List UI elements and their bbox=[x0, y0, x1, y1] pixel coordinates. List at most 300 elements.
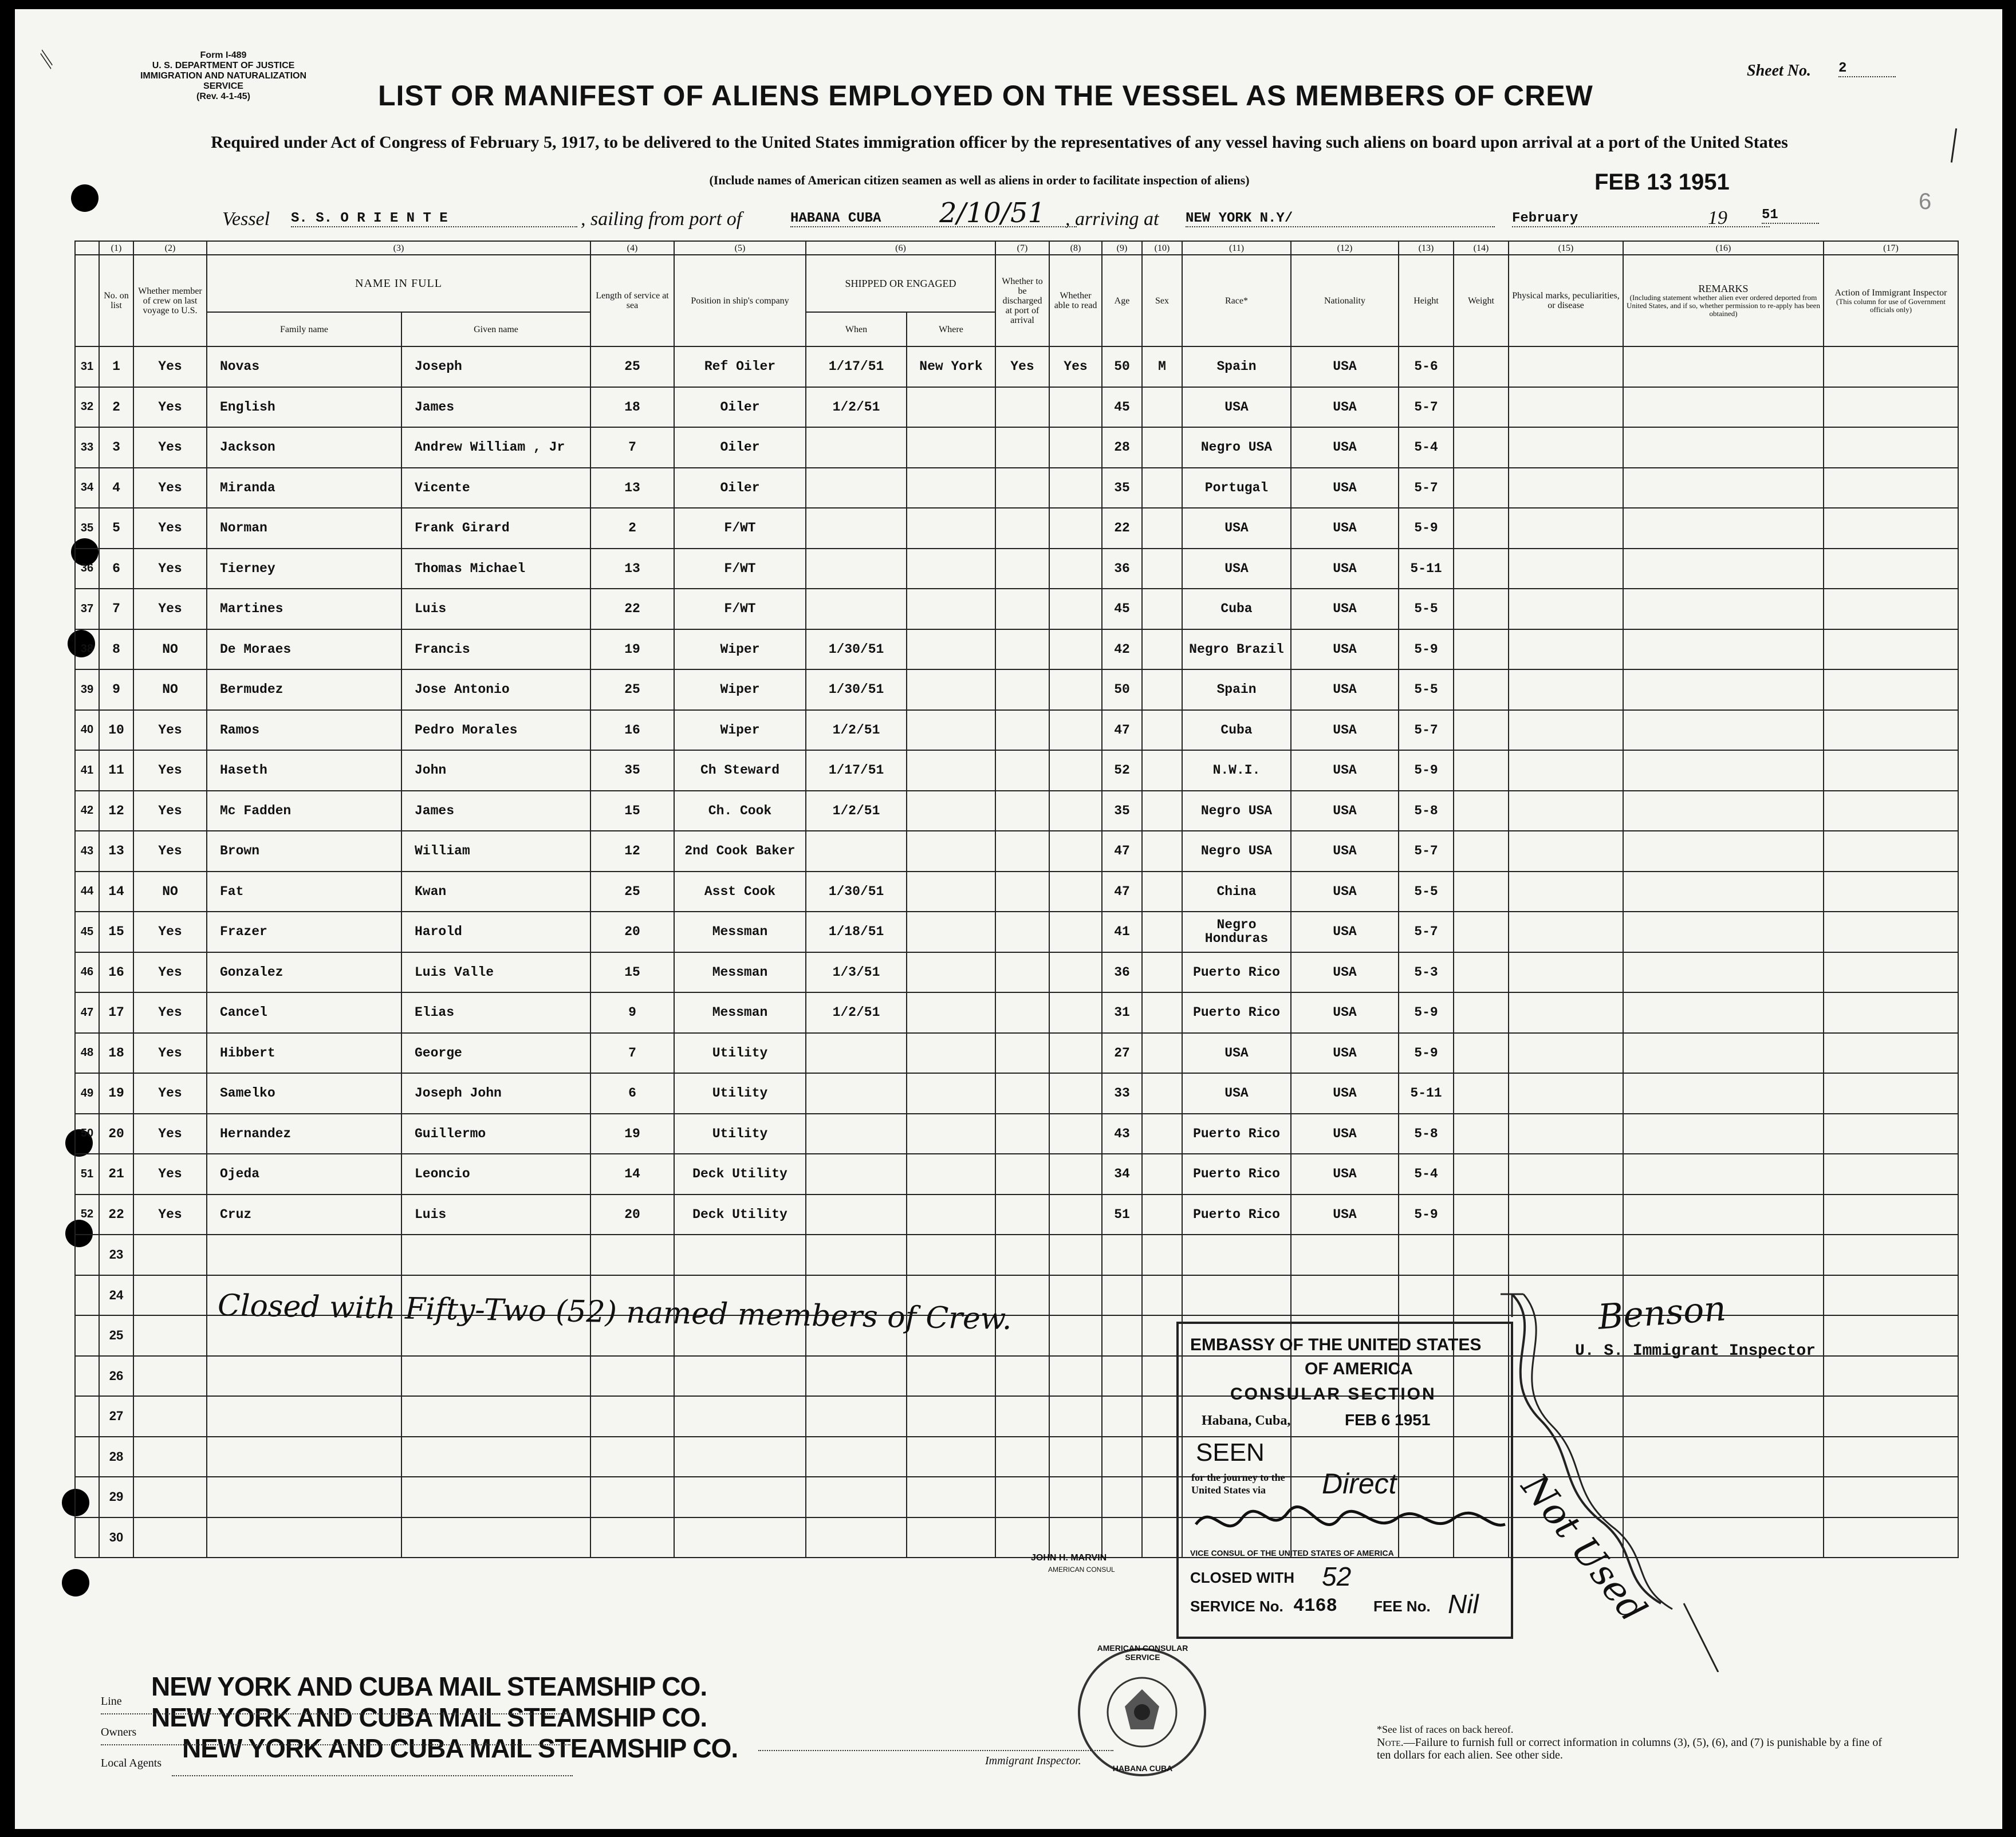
cell-empty bbox=[1623, 549, 1824, 589]
cell-empty bbox=[1049, 1477, 1102, 1517]
cell-race: Puerto Rico bbox=[1182, 952, 1291, 993]
cell-member: Yes bbox=[133, 1154, 207, 1195]
cell-where bbox=[907, 1114, 995, 1154]
cell-empty bbox=[1454, 427, 1509, 468]
cell-empty bbox=[1623, 1235, 1824, 1275]
header-row-1 bbox=[75, 255, 1958, 312]
cell-empty bbox=[1509, 468, 1623, 508]
cell-read bbox=[1049, 831, 1102, 872]
cell-no: 17 bbox=[99, 992, 133, 1033]
closing-note: Closed with Fifty-Two (52) named members of Crew. bbox=[217, 1288, 1013, 1337]
cell-age: 50 bbox=[1102, 346, 1142, 387]
cell-family: Mc Fadden bbox=[207, 791, 401, 831]
cell-no: 2 bbox=[99, 387, 133, 428]
cell-sex bbox=[1142, 629, 1182, 670]
cell-where bbox=[907, 387, 995, 428]
year-prefix: 19 bbox=[1708, 207, 1727, 228]
sailing-label: , sailing from port of bbox=[581, 208, 742, 230]
table-row bbox=[75, 549, 1958, 589]
col-num-1: (1) bbox=[99, 241, 133, 255]
margin-line-number: 43 bbox=[75, 831, 99, 872]
cell-empty bbox=[1049, 1437, 1102, 1477]
cell-when bbox=[806, 549, 907, 589]
cell-empty bbox=[133, 1356, 207, 1397]
cell-empty bbox=[1049, 1275, 1102, 1316]
cell-empty bbox=[1623, 912, 1824, 952]
cell-no: 9 bbox=[99, 669, 133, 710]
cell-position: F/WT bbox=[674, 549, 806, 589]
footer-races-note: *See list of races on back hereof. bbox=[1377, 1724, 1514, 1735]
cell-height: 5-7 bbox=[1399, 387, 1454, 428]
cell-empty bbox=[1399, 1275, 1454, 1316]
cell-length: 6 bbox=[590, 1073, 674, 1114]
cell-family: Fat bbox=[207, 872, 401, 912]
cell-age: 47 bbox=[1102, 831, 1142, 872]
table-row bbox=[75, 1033, 1958, 1074]
cell-empty bbox=[1454, 1154, 1509, 1195]
cell-empty bbox=[1454, 1195, 1509, 1235]
cell-family: Jackson bbox=[207, 427, 401, 468]
cell-age: 43 bbox=[1102, 1114, 1142, 1154]
cell-age: 45 bbox=[1102, 589, 1142, 629]
table-row bbox=[75, 1114, 1958, 1154]
cell-read bbox=[1049, 508, 1102, 549]
cell-nationality: USA bbox=[1291, 468, 1399, 508]
cell-position: Messman bbox=[674, 912, 806, 952]
header-discharged: Whether to be discharged at port of arrival bbox=[995, 255, 1049, 346]
cell-read bbox=[1049, 1073, 1102, 1114]
cell-read bbox=[1049, 427, 1102, 468]
cell-age: 47 bbox=[1102, 872, 1142, 912]
form-revision: (Rev. 4-1-45) bbox=[196, 92, 250, 101]
margin-line-number: 40 bbox=[75, 710, 99, 751]
cell-empty bbox=[1623, 750, 1824, 791]
table-row bbox=[75, 952, 1958, 993]
margin-line-number: 45 bbox=[75, 912, 99, 952]
cell-sex bbox=[1142, 1114, 1182, 1154]
cell-where bbox=[907, 549, 995, 589]
cell-empty bbox=[1824, 1356, 1958, 1397]
cell-given: Luis Valle bbox=[401, 952, 590, 993]
corner-pencil-marks: ∕∕ bbox=[33, 51, 60, 68]
cell-discharged bbox=[995, 912, 1049, 952]
cell-empty bbox=[806, 1396, 907, 1437]
header-sex: Sex bbox=[1142, 255, 1182, 346]
cell-age: 36 bbox=[1102, 952, 1142, 993]
table-row bbox=[75, 427, 1958, 468]
cell-read bbox=[1049, 629, 1102, 670]
margin-line-number: 38 bbox=[75, 629, 99, 670]
margin-line-number: 50 bbox=[75, 1114, 99, 1154]
cell-empty bbox=[1509, 549, 1623, 589]
cell-given: Guillermo bbox=[401, 1114, 590, 1154]
cell-family: Brown bbox=[207, 831, 401, 872]
margin-line-number: 48 bbox=[75, 1033, 99, 1074]
stamp-place: Habana, Cuba, bbox=[1202, 1413, 1291, 1428]
footer-agents-rule bbox=[172, 1775, 573, 1776]
page-title: LIST OR MANIFEST OF ALIENS EMPLOYED ON THE VESSEL AS MEMBERS OF CREW bbox=[378, 80, 1593, 112]
cell-where bbox=[907, 1154, 995, 1195]
cell-empty bbox=[674, 1477, 806, 1517]
footer-agents-value: NEW YORK AND CUBA MAIL STEAMSHIP CO. bbox=[182, 1733, 738, 1763]
cell-race: Negro USA bbox=[1182, 831, 1291, 872]
header-nationality: Nationality bbox=[1291, 255, 1399, 346]
cell-sex bbox=[1142, 589, 1182, 629]
cell-empty bbox=[1049, 1235, 1102, 1275]
cell-sex bbox=[1142, 872, 1182, 912]
cell-empty bbox=[1049, 1315, 1102, 1356]
header-when: When bbox=[806, 312, 907, 346]
cell-where bbox=[907, 750, 995, 791]
cell-empty bbox=[133, 1517, 207, 1558]
cell-family: Hernandez bbox=[207, 1114, 401, 1154]
cell-family: Martines bbox=[207, 589, 401, 629]
table-row bbox=[75, 872, 1958, 912]
cell-given: James bbox=[401, 791, 590, 831]
cell-no: 11 bbox=[99, 750, 133, 791]
table-row bbox=[75, 831, 1958, 872]
cell-empty bbox=[1623, 791, 1824, 831]
cell-empty bbox=[1824, 952, 1958, 993]
cell-length: 14 bbox=[590, 1154, 674, 1195]
sheet-number-value: 2 bbox=[1838, 61, 1896, 77]
cell-family: Bermudez bbox=[207, 669, 401, 710]
table-row bbox=[75, 387, 1958, 428]
department-name: U. S. DEPARTMENT OF JUSTICE bbox=[152, 61, 295, 70]
cell-discharged bbox=[995, 872, 1049, 912]
cell-empty bbox=[401, 1235, 590, 1275]
cell-position: Utility bbox=[674, 1033, 806, 1074]
cell-when: 1/2/51 bbox=[806, 387, 907, 428]
cell-read bbox=[1049, 1195, 1102, 1235]
cell-no: 7 bbox=[99, 589, 133, 629]
cell-empty bbox=[1824, 1315, 1958, 1356]
cell-length: 13 bbox=[590, 468, 674, 508]
sheet-number-label: Sheet No. bbox=[1747, 62, 1811, 80]
col-num-10: (10) bbox=[1142, 241, 1182, 255]
cell-family: Ramos bbox=[207, 710, 401, 751]
header-remarks: REMARKS bbox=[1698, 282, 1749, 294]
cell-length: 16 bbox=[590, 710, 674, 751]
cell-length: 13 bbox=[590, 549, 674, 589]
cell-empty bbox=[133, 1437, 207, 1477]
col-num-2: (2) bbox=[133, 241, 207, 255]
cell-no: 10 bbox=[99, 710, 133, 751]
cell-length: 7 bbox=[590, 1033, 674, 1074]
cell-race: Puerto Rico bbox=[1182, 1114, 1291, 1154]
cell-nationality: USA bbox=[1291, 1033, 1399, 1074]
cell-when bbox=[806, 508, 907, 549]
footer-line-value: NEW YORK AND CUBA MAIL STEAMSHIP CO. bbox=[151, 1672, 707, 1701]
cell-empty bbox=[1049, 1356, 1102, 1397]
consular-seal-icon bbox=[1073, 1643, 1211, 1781]
cell-where bbox=[907, 831, 995, 872]
cell-no: 23 bbox=[99, 1235, 133, 1275]
cell-height: 5-9 bbox=[1399, 629, 1454, 670]
cell-height: 5-9 bbox=[1399, 992, 1454, 1033]
cell-read bbox=[1049, 872, 1102, 912]
cell-empty bbox=[1454, 952, 1509, 993]
cell-discharged bbox=[995, 669, 1049, 710]
cell-length: 18 bbox=[590, 387, 674, 428]
cell-where bbox=[907, 589, 995, 629]
stamp-seen: SEEN bbox=[1196, 1438, 1265, 1467]
table-row bbox=[75, 346, 1958, 387]
cell-empty bbox=[133, 1275, 207, 1316]
cell-given: George bbox=[401, 1033, 590, 1074]
cell-empty bbox=[590, 1235, 674, 1275]
cell-height: 5-7 bbox=[1399, 831, 1454, 872]
col-num-14: (14) bbox=[1454, 241, 1509, 255]
cell-when bbox=[806, 1073, 907, 1114]
cell-length: 9 bbox=[590, 992, 674, 1033]
cell-position: Ch. Cook bbox=[674, 791, 806, 831]
cell-discharged bbox=[995, 589, 1049, 629]
cell-sex bbox=[1142, 1154, 1182, 1195]
cell-empty bbox=[674, 1396, 806, 1437]
cell-age: 35 bbox=[1102, 791, 1142, 831]
cell-height: 5-11 bbox=[1399, 1073, 1454, 1114]
cell-empty bbox=[1509, 750, 1623, 791]
cell-empty bbox=[1509, 629, 1623, 670]
cell-when: 1/2/51 bbox=[806, 992, 907, 1033]
col-num-8: (8) bbox=[1049, 241, 1102, 255]
cell-member: Yes bbox=[133, 508, 207, 549]
cell-empty bbox=[1049, 1396, 1102, 1437]
cell-empty bbox=[674, 1235, 806, 1275]
inspector-signature: Benson bbox=[1596, 1288, 1727, 1338]
cell-empty bbox=[1509, 872, 1623, 912]
cell-position: Asst Cook bbox=[674, 872, 806, 912]
cell-no: 30 bbox=[99, 1517, 133, 1558]
cell-member: Yes bbox=[133, 912, 207, 952]
table-row bbox=[75, 750, 1958, 791]
cell-empty bbox=[1824, 669, 1958, 710]
cell-age: 35 bbox=[1102, 468, 1142, 508]
cell-position: Wiper bbox=[674, 710, 806, 751]
cell-position: Oiler bbox=[674, 427, 806, 468]
cell-empty bbox=[1509, 710, 1623, 751]
cell-empty bbox=[1454, 1073, 1509, 1114]
margin-line-number: 35 bbox=[75, 508, 99, 549]
cell-where bbox=[907, 952, 995, 993]
col-num-17: (17) bbox=[1824, 241, 1958, 255]
stamp-via-handwritten: Direct bbox=[1322, 1468, 1397, 1500]
cell-age: 45 bbox=[1102, 387, 1142, 428]
stamp-embassy: EMBASSY OF THE UNITED STATES bbox=[1190, 1335, 1482, 1354]
cell-empty bbox=[1824, 750, 1958, 791]
cell-given: Harold bbox=[401, 912, 590, 952]
cell-empty bbox=[1454, 710, 1509, 751]
cell-read bbox=[1049, 1114, 1102, 1154]
cell-sex bbox=[1142, 427, 1182, 468]
cell-discharged bbox=[995, 1154, 1049, 1195]
cell-empty bbox=[1824, 1114, 1958, 1154]
cell-sex bbox=[1142, 669, 1182, 710]
cell-position: Deck Utility bbox=[674, 1195, 806, 1235]
cell-given: Frank Girard bbox=[401, 508, 590, 549]
cell-sex bbox=[1142, 1073, 1182, 1114]
cell-nationality: USA bbox=[1291, 1195, 1399, 1235]
cell-given: Vicente bbox=[401, 468, 590, 508]
cell-empty bbox=[1509, 589, 1623, 629]
cell-sex bbox=[1142, 912, 1182, 952]
cell-read bbox=[1049, 468, 1102, 508]
cell-empty bbox=[133, 1396, 207, 1437]
cell-no: 19 bbox=[99, 1073, 133, 1114]
margin-line-number: 44 bbox=[75, 872, 99, 912]
cell-empty bbox=[1824, 912, 1958, 952]
cell-length: 19 bbox=[590, 629, 674, 670]
cell-empty bbox=[1454, 508, 1509, 549]
cell-sex bbox=[1142, 468, 1182, 508]
cell-no: 21 bbox=[99, 1154, 133, 1195]
cell-empty bbox=[207, 1477, 401, 1517]
cell-empty bbox=[1102, 1517, 1142, 1558]
footer-immigrant-inspector: Immigrant Inspector. bbox=[985, 1755, 1081, 1767]
cell-empty bbox=[1824, 1235, 1958, 1275]
cell-member: Yes bbox=[133, 1195, 207, 1235]
cell-empty bbox=[1509, 912, 1623, 952]
cell-when: 1/18/51 bbox=[806, 912, 907, 952]
cell-height: 5-5 bbox=[1399, 669, 1454, 710]
margin-line-number: 41 bbox=[75, 750, 99, 791]
col-num-12: (12) bbox=[1291, 241, 1399, 255]
cell-discharged bbox=[995, 831, 1049, 872]
cell-age: 31 bbox=[1102, 992, 1142, 1033]
cell-no: 14 bbox=[99, 872, 133, 912]
cell-empty bbox=[590, 1477, 674, 1517]
cell-when: 1/30/51 bbox=[806, 669, 907, 710]
cell-empty bbox=[1509, 952, 1623, 993]
cell-length: 35 bbox=[590, 750, 674, 791]
cell-empty bbox=[207, 1235, 401, 1275]
cell-position: Utility bbox=[674, 1114, 806, 1154]
cell-family: De Moraes bbox=[207, 629, 401, 670]
col-num-16: (16) bbox=[1623, 241, 1824, 255]
vessel-name: S. S. O R I E N T E bbox=[291, 211, 577, 227]
cell-sex bbox=[1142, 549, 1182, 589]
cell-family: Novas bbox=[207, 346, 401, 387]
cell-member: Yes bbox=[133, 1073, 207, 1114]
footer-note-label: Note. bbox=[1377, 1736, 1404, 1749]
cell-length: 25 bbox=[590, 346, 674, 387]
col-num-13: (13) bbox=[1399, 241, 1454, 255]
cell-where bbox=[907, 508, 995, 549]
cell-empty bbox=[907, 1477, 995, 1517]
margin-line-number: 36 bbox=[75, 549, 99, 589]
header-length-service: Length of service at sea bbox=[590, 255, 674, 346]
footer-line-label: Line bbox=[101, 1695, 122, 1708]
header-shipped-engaged: SHIPPED OR ENGAGED bbox=[806, 255, 995, 312]
cell-empty bbox=[1509, 1195, 1623, 1235]
cell-empty bbox=[401, 1437, 590, 1477]
cell-when bbox=[806, 589, 907, 629]
cell-nationality: USA bbox=[1291, 1073, 1399, 1114]
cell-no: 4 bbox=[99, 468, 133, 508]
cell-empty bbox=[590, 1437, 674, 1477]
stamp-via: United States via bbox=[1191, 1484, 1266, 1496]
cell-read bbox=[1049, 589, 1102, 629]
cell-empty bbox=[1824, 1033, 1958, 1074]
col-num-15: (15) bbox=[1509, 241, 1623, 255]
cell-empty bbox=[1824, 468, 1958, 508]
cell-age: 33 bbox=[1102, 1073, 1142, 1114]
cell-empty bbox=[207, 1396, 401, 1437]
cell-height: 5-6 bbox=[1399, 346, 1454, 387]
vice-consul-signature-icon bbox=[1190, 1501, 1511, 1547]
stamp-date: FEB 6 1951 bbox=[1345, 1411, 1431, 1429]
cell-empty bbox=[995, 1396, 1049, 1437]
margin-blank bbox=[75, 1517, 99, 1558]
cell-member: NO bbox=[133, 872, 207, 912]
cell-empty bbox=[1824, 1396, 1958, 1437]
cell-empty bbox=[1182, 1275, 1291, 1316]
cell-empty bbox=[1142, 1235, 1182, 1275]
header-action: Action of Immigrant Inspector bbox=[1834, 287, 1947, 298]
cell-empty bbox=[1824, 1073, 1958, 1114]
cell-no: 5 bbox=[99, 508, 133, 549]
cell-discharged bbox=[995, 710, 1049, 751]
cell-when bbox=[806, 1195, 907, 1235]
cell-no: 8 bbox=[99, 629, 133, 670]
cell-empty bbox=[1102, 1315, 1142, 1356]
cell-nationality: USA bbox=[1291, 589, 1399, 629]
cell-race: USA bbox=[1182, 508, 1291, 549]
footer-note-text: —Failure to furnish full or correct information in columns (3), (5), (6), and (7) is punishable by a fine of ten dollars for each alien. See other side. bbox=[1377, 1736, 1883, 1761]
cell-empty bbox=[1623, 1195, 1824, 1235]
cell-given: Pedro Morales bbox=[401, 710, 590, 751]
cell-where: New York bbox=[907, 346, 995, 387]
cell-height: 5-4 bbox=[1399, 427, 1454, 468]
cell-when bbox=[806, 1154, 907, 1195]
cell-race: Spain bbox=[1182, 346, 1291, 387]
cell-given: Francis bbox=[401, 629, 590, 670]
cell-sex bbox=[1142, 952, 1182, 993]
cell-empty bbox=[1623, 831, 1824, 872]
cell-where bbox=[907, 629, 995, 670]
cell-height: 5-3 bbox=[1399, 952, 1454, 993]
cell-race: Negro USA bbox=[1182, 791, 1291, 831]
cell-race: China bbox=[1182, 872, 1291, 912]
cell-empty bbox=[1824, 549, 1958, 589]
cell-length: 2 bbox=[590, 508, 674, 549]
table-row bbox=[75, 992, 1958, 1033]
cell-empty bbox=[907, 1235, 995, 1275]
cell-empty bbox=[1454, 1033, 1509, 1074]
header-member-last-voyage: Whether member of crew on last voyage to U.S. bbox=[133, 255, 207, 346]
cell-given: Luis bbox=[401, 1195, 590, 1235]
cell-nationality: USA bbox=[1291, 710, 1399, 751]
cell-family: Miranda bbox=[207, 468, 401, 508]
margin-line-number: 49 bbox=[75, 1073, 99, 1114]
cell-empty bbox=[1509, 669, 1623, 710]
cell-nationality: USA bbox=[1291, 629, 1399, 670]
cell-member: Yes bbox=[133, 1114, 207, 1154]
margin-line-number: 33 bbox=[75, 427, 99, 468]
vessel-label: Vessel bbox=[222, 208, 270, 230]
cell-empty bbox=[1102, 1275, 1142, 1316]
cell-given: Kwan bbox=[401, 872, 590, 912]
cell-empty bbox=[1142, 1275, 1182, 1316]
cell-empty bbox=[1509, 992, 1623, 1033]
cell-given: John bbox=[401, 750, 590, 791]
cell-sex bbox=[1142, 710, 1182, 751]
inspector-signature-rule bbox=[758, 1750, 1113, 1751]
cell-empty bbox=[1824, 831, 1958, 872]
margin-line-number: 47 bbox=[75, 992, 99, 1033]
cell-empty bbox=[995, 1235, 1049, 1275]
